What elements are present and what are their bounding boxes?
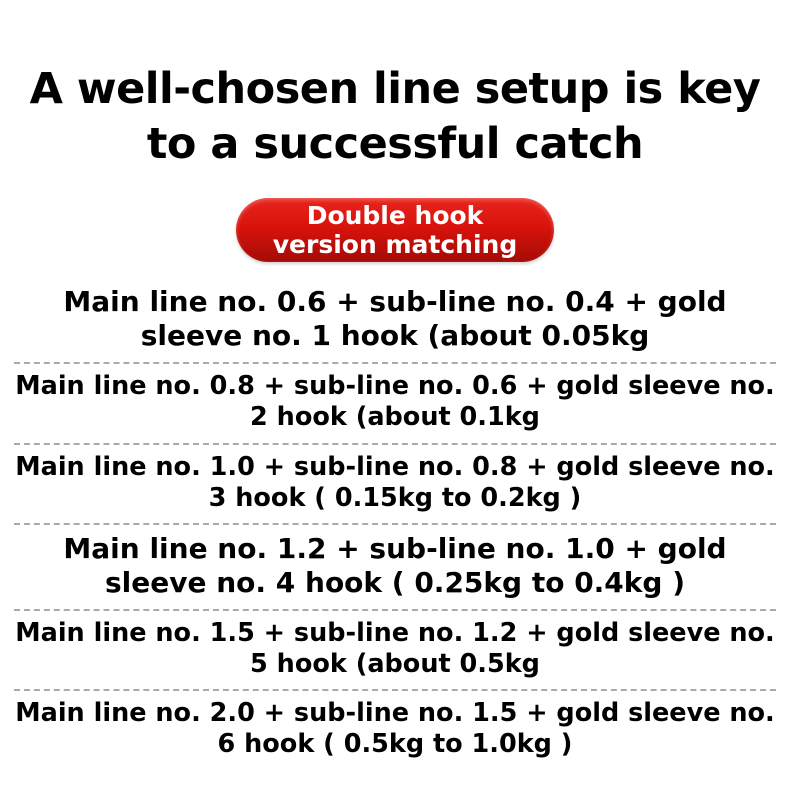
list-item: Main line no. 1.0 + sub-line no. 0.8 + gold sleeve no. 3 hook ( 0.15kg to 0.2kg ): [14, 445, 776, 525]
line-setup-list: [14, 278, 776, 770]
list-item: Main line no. 1.2 + sub-line no. 1.0 + gold sleeve no. 4 hook ( 0.25kg to 0.4kg ): [14, 525, 776, 611]
page-title: A well-chosen line setup is key to a successful catch: [29, 64, 761, 170]
list-item: Main line no. 2.0 + sub-line no. 1.5 + gold sleeve no. 6 hook ( 0.5kg to 1.0kg ): [15, 698, 775, 760]
status-badge: Double hook version matching: [236, 198, 554, 262]
list-item: Main line no. 1.5 + sub-line no. 1.2 + gold sleeve no. 5 hook (about 0.5kg: [14, 611, 776, 691]
badge-container: [14, 198, 776, 262]
list-item: Main line no. 0.6 + sub-line no. 0.4 + gold sleeve no. 1 hook (about 0.05kg: [14, 278, 776, 364]
list-item: Main line no. 0.8 + sub-line no. 0.6 + gold sleeve no. 2 hook (about 0.1kg: [14, 364, 776, 444]
